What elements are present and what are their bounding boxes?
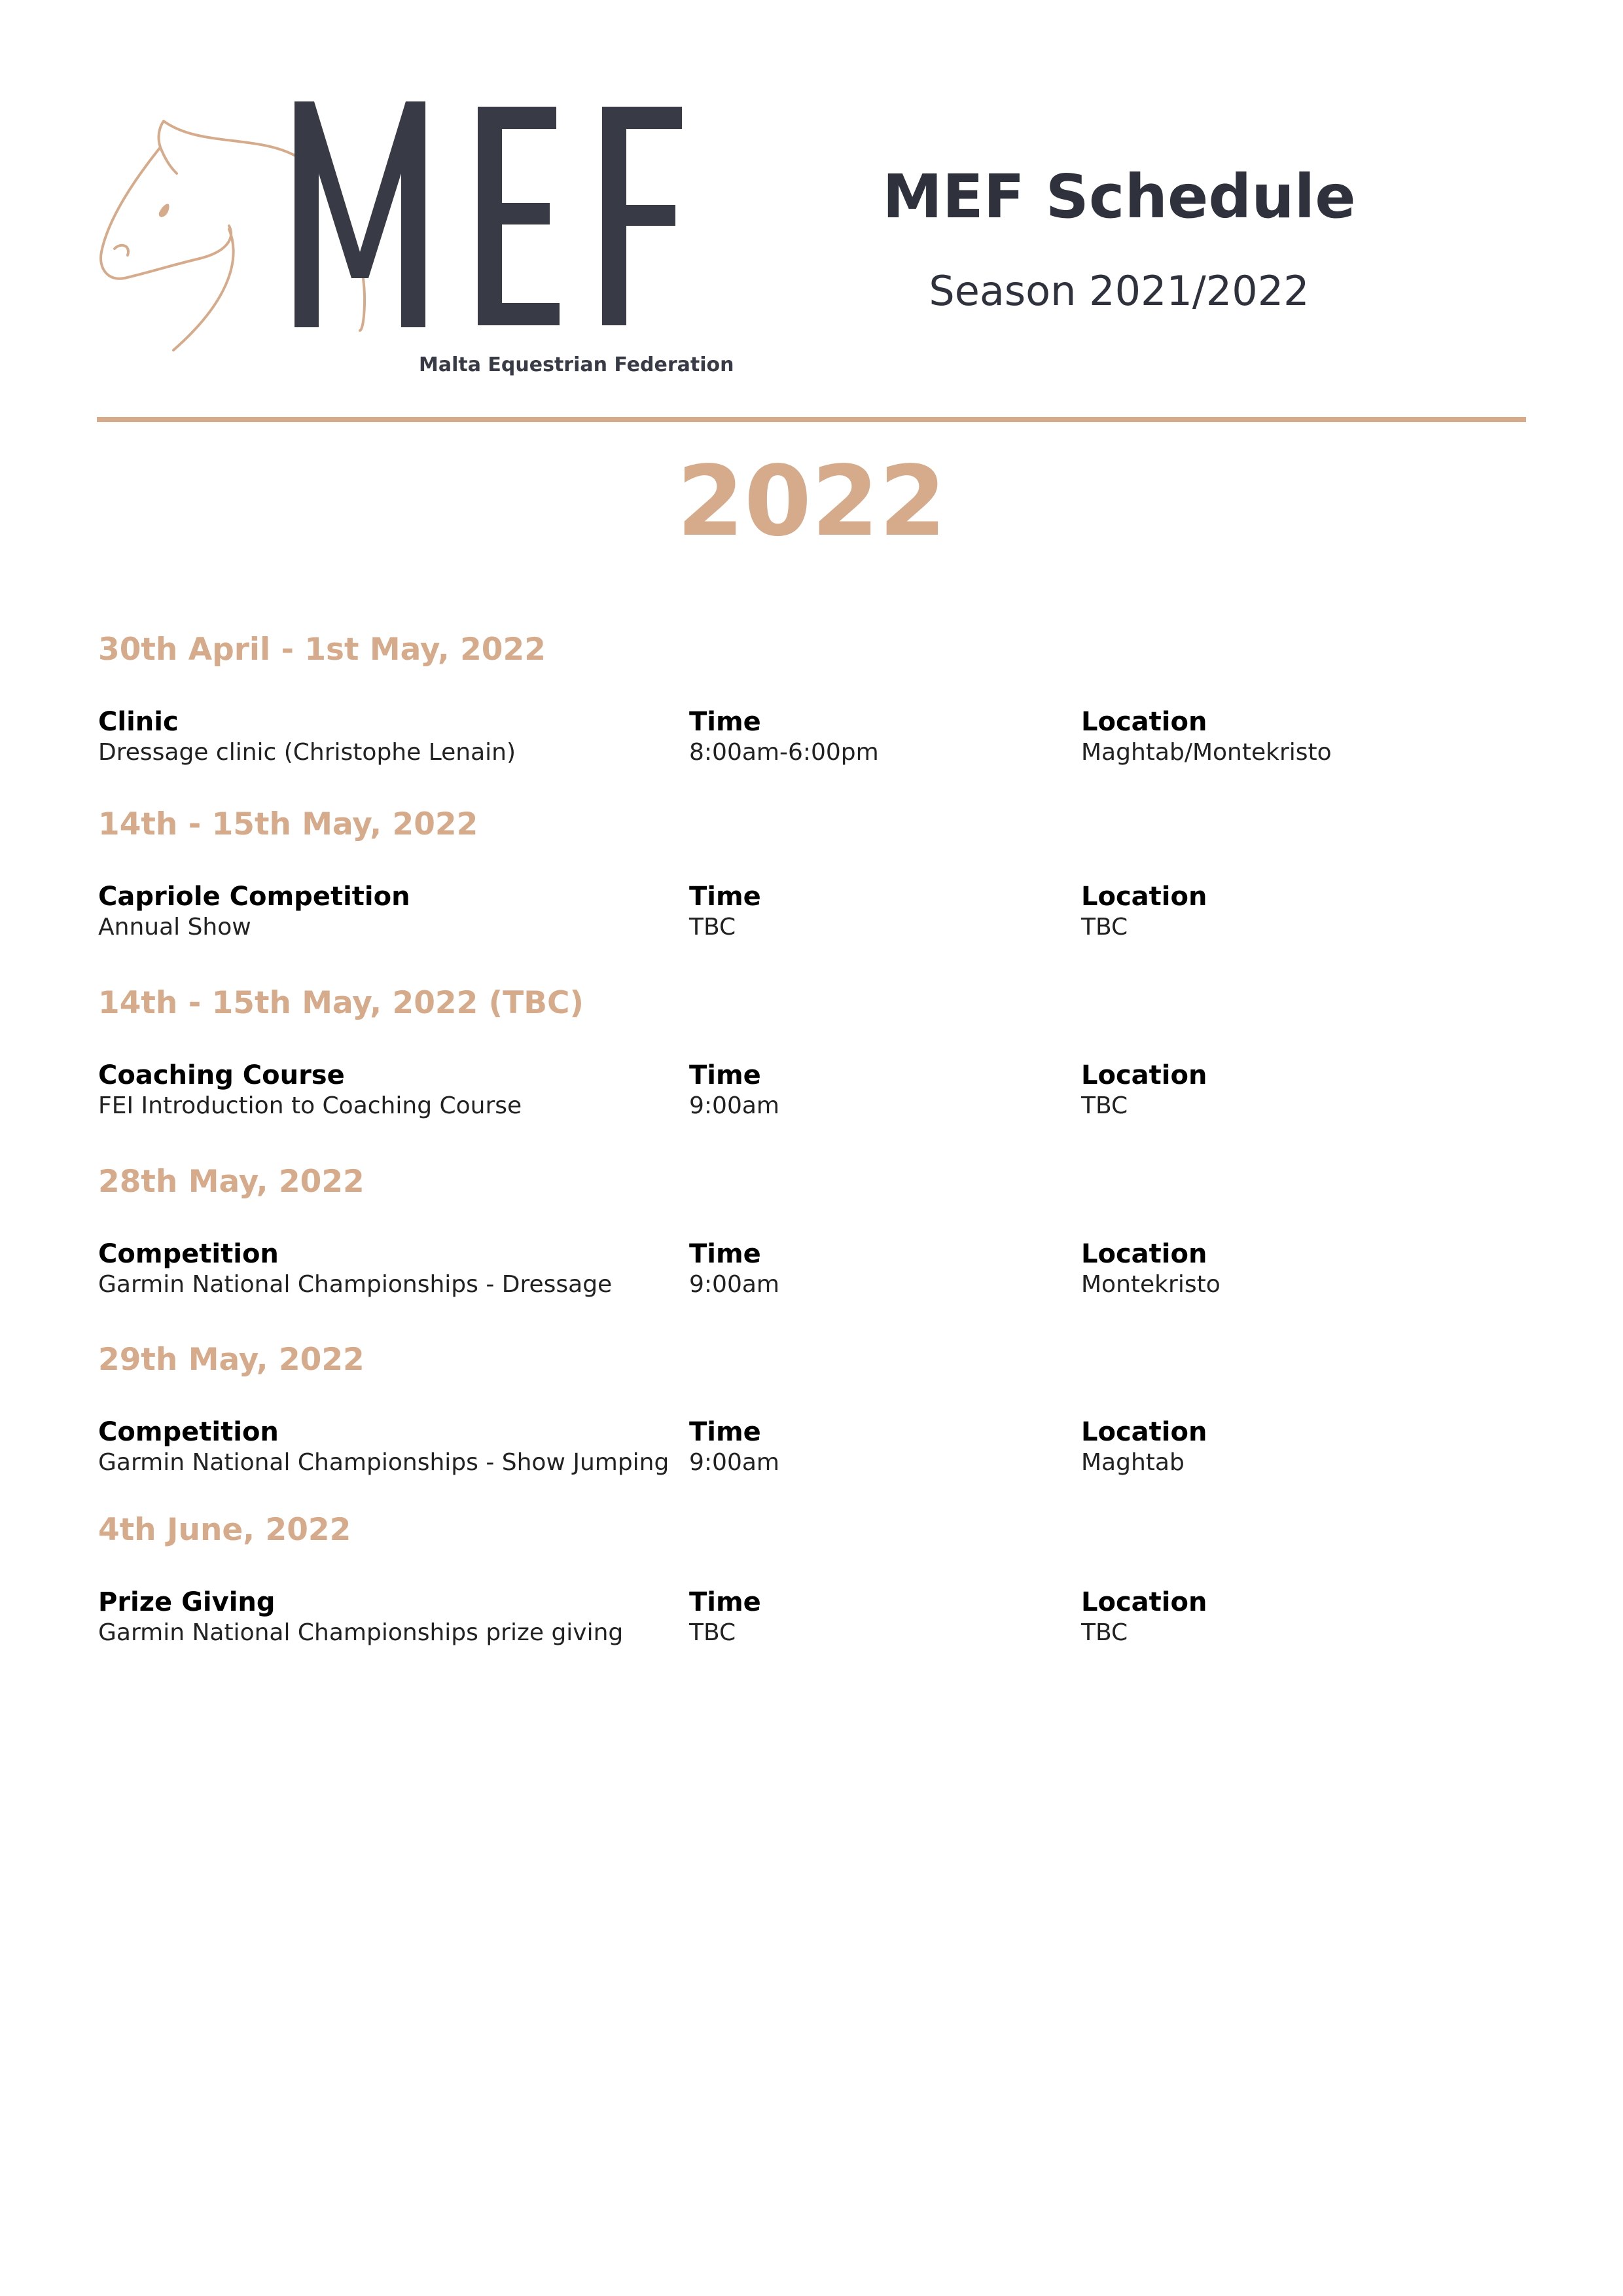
- location-label: Location: [1081, 882, 1207, 912]
- time-label: Time: [689, 1239, 761, 1270]
- time-label: Time: [689, 1417, 761, 1448]
- event-item: [98, 1164, 1538, 1310]
- event-time-column: [689, 706, 879, 767]
- event-description: Annual Show: [98, 914, 251, 941]
- event-date: 29th May, 2022: [98, 1342, 365, 1378]
- event-location-column: [1081, 706, 1332, 767]
- event-date: 14th - 15th May, 2022 (TBC): [98, 985, 584, 1021]
- event-location: TBC: [1081, 1619, 1128, 1647]
- event-location: Maghtab/Montekristo: [1081, 739, 1332, 766]
- time-label: Time: [689, 882, 761, 912]
- season-subtitle: Season 2021/2022: [929, 267, 1310, 315]
- page-title: MEF Schedule: [882, 162, 1356, 232]
- event-type-column: [98, 1060, 522, 1121]
- event-type: Coaching Course: [98, 1060, 345, 1091]
- event-time: 9:00am: [689, 1092, 779, 1120]
- event-type-column: [98, 1238, 612, 1299]
- horse-head-logo-icon: [95, 95, 717, 383]
- mef-logo: [95, 95, 734, 383]
- event-location-column: [1081, 881, 1207, 942]
- location-label: Location: [1081, 1417, 1207, 1448]
- event-details: [98, 706, 1538, 778]
- event-details: [98, 881, 1538, 953]
- event-type-column: [98, 1416, 669, 1477]
- event-type-column: [98, 1587, 623, 1647]
- event-location: TBC: [1081, 1092, 1128, 1120]
- event-time: TBC: [689, 1619, 736, 1647]
- event-item: [98, 985, 1538, 1132]
- event-location: Maghtab: [1081, 1449, 1185, 1477]
- logo-letter-e: [478, 107, 560, 325]
- event-date: 14th - 15th May, 2022: [98, 806, 478, 842]
- time-label: Time: [689, 707, 761, 738]
- location-label: Location: [1081, 1239, 1207, 1270]
- event-details: [98, 1060, 1538, 1132]
- event-time: 9:00am: [689, 1449, 779, 1477]
- event-description: Garmin National Championships - Dressage: [98, 1271, 613, 1299]
- event-location-column: [1081, 1238, 1221, 1299]
- event-description: Garmin National Championships - Show Jumping: [98, 1449, 669, 1477]
- time-label: Time: [689, 1060, 761, 1091]
- event-type-column: [98, 706, 516, 767]
- event-location-column: [1081, 1587, 1207, 1647]
- event-time-column: [689, 1238, 779, 1299]
- event-date: 4th June, 2022: [98, 1512, 351, 1548]
- header: [864, 164, 1374, 314]
- event-type-column: [98, 881, 410, 942]
- header-divider: [97, 417, 1526, 422]
- event-details: [98, 1416, 1538, 1488]
- event-type: Clinic: [98, 707, 179, 738]
- event-details: [98, 1587, 1538, 1659]
- logo-letter-m: [294, 101, 425, 327]
- event-time: 8:00am-6:00pm: [689, 739, 879, 766]
- event-time-column: [689, 1587, 761, 1647]
- event-type: Competition: [98, 1239, 279, 1270]
- event-item: [98, 632, 1538, 778]
- time-label: Time: [689, 1587, 761, 1618]
- event-item: [98, 1512, 1538, 1659]
- event-details: [98, 1238, 1538, 1310]
- event-location-column: [1081, 1416, 1207, 1477]
- event-date: 30th April - 1st May, 2022: [98, 632, 546, 668]
- event-description: FEI Introduction to Coaching Course: [98, 1092, 522, 1120]
- location-label: Location: [1081, 707, 1207, 738]
- event-item: [98, 806, 1538, 953]
- event-item: [98, 1342, 1538, 1488]
- event-description: Garmin National Championships prize giving: [98, 1619, 624, 1647]
- logo-letter-f: [602, 107, 682, 325]
- location-label: Location: [1081, 1587, 1207, 1618]
- event-date: 28th May, 2022: [98, 1164, 365, 1200]
- event-type: Capriole Competition: [98, 882, 410, 912]
- event-description: Dressage clinic (Christophe Lenain): [98, 739, 516, 766]
- event-location: TBC: [1081, 914, 1128, 941]
- year-heading: 2022: [677, 445, 946, 558]
- event-time-column: [689, 1416, 779, 1477]
- event-type: Prize Giving: [98, 1587, 276, 1618]
- event-time: 9:00am: [689, 1271, 779, 1299]
- event-location: Montekristo: [1081, 1271, 1221, 1299]
- event-type: Competition: [98, 1417, 279, 1448]
- event-location-column: [1081, 1060, 1207, 1121]
- event-time-column: [689, 881, 761, 942]
- event-time: TBC: [689, 914, 736, 941]
- logo-caption: Malta Equestrian Federation: [419, 353, 734, 376]
- location-label: Location: [1081, 1060, 1207, 1091]
- event-time-column: [689, 1060, 779, 1121]
